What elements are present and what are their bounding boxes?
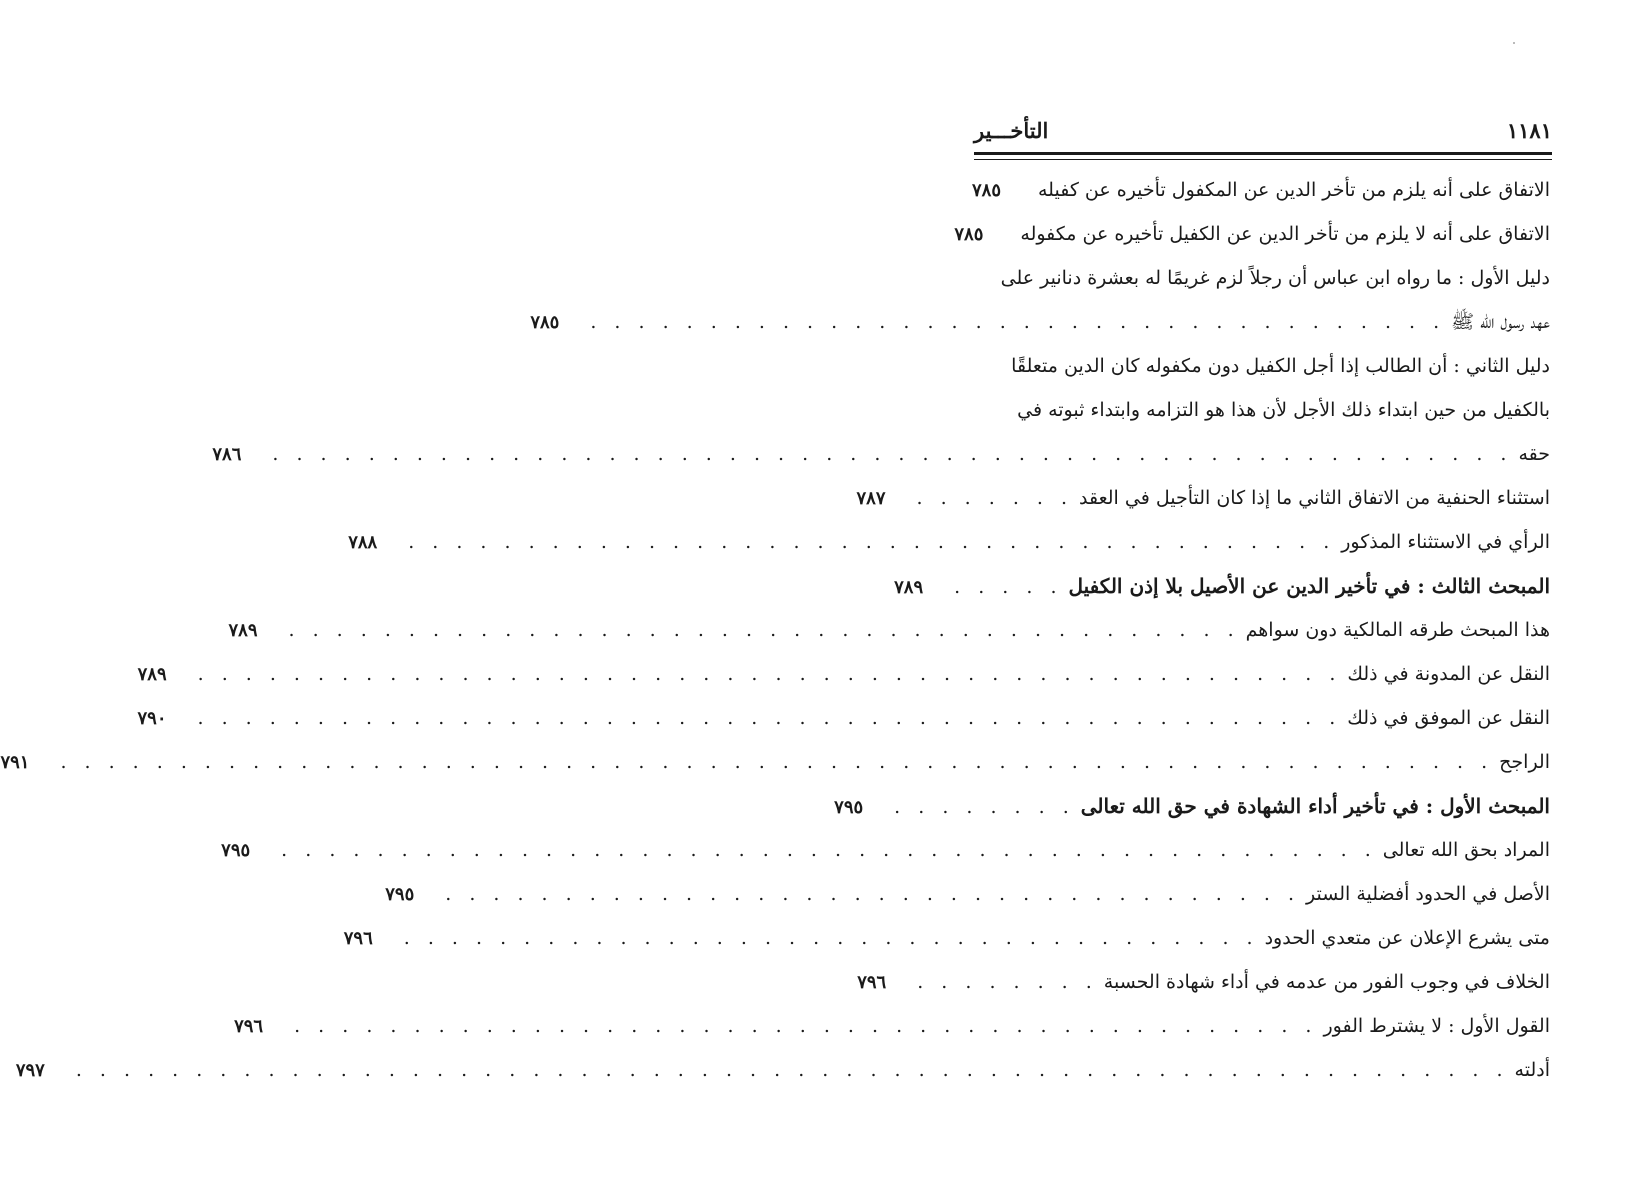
toc-entry	[15, 1048, 1550, 1092]
toc-entry-text: القول الأول : لا يشترط الفور	[1323, 1015, 1550, 1037]
toc-entry-text: أدلته	[1514, 1059, 1550, 1081]
toc-entry-text: حقه	[1518, 443, 1550, 465]
toc-entry-text: الراجح	[1499, 751, 1550, 773]
leader-dots: . . . . . . . . . . . . . . . . . . . . . . . . . . . . . . . . . . . . . . . . . . . . . . . .	[197, 663, 1342, 685]
header-rule-thick	[974, 152, 1552, 155]
toc-entry-page: ٧٩٥	[221, 840, 251, 861]
leader-dots: . . . . . . . .	[917, 971, 1098, 993]
toc-entry-text: الأصل في الحدود أفضلية الستر	[1306, 883, 1550, 905]
toc-entry-page: ٧٩٠	[137, 708, 167, 729]
toc-entry	[228, 608, 1550, 652]
toc-entry-page: ٧٨٨	[348, 532, 378, 553]
leader-dots: . . . . . . . . . . . . . . . . . . . . . . . . . . . . . . . . . . . . . . . . . . . . . . . . . . . .	[272, 443, 1513, 465]
toc-entry-page: ٧٩١	[0, 752, 30, 773]
toc-entry-page: ٧٩٦	[234, 1016, 264, 1037]
toc-paragraph-line: دليل الأول : ما رواه ابن عباس أن رجلاً لزم غريمًا له بعشرة دنانير على	[1000, 267, 1550, 289]
toc-entry	[137, 652, 1550, 696]
leader-dots: . . . . . . . . . . . . . . . . . . . . . . . . . . . . . . . . . . . . . . . . . . . . . . . . . . . . . . . . . . . .	[75, 1059, 1509, 1081]
toc-entry	[972, 168, 1550, 212]
toc-entry-text: المبحث الثالث : في تأخير الدين عن الأصيل بلا إذن الكفيل	[1068, 574, 1550, 598]
toc-entry-text: عهد رسول الله ﷺ	[1451, 311, 1550, 333]
toc-entry	[137, 696, 1550, 740]
toc-entry-page: ٧٨٩	[894, 577, 924, 598]
leader-dots: . . . . . . . . . . . . . . . . . . . . . . . . . . . . . . . . . . . . . . .	[408, 531, 1336, 553]
toc-entry-text: متى يشرع الإعلان عن متعدي الحدود	[1264, 927, 1550, 949]
toc-entry	[856, 476, 1550, 520]
toc-entry	[954, 212, 1550, 256]
toc-entry-page: ٧٨٩	[228, 620, 258, 641]
toc-entry-text: المراد بحق الله تعالى	[1382, 839, 1550, 861]
toc-entry-text: استثناء الحنفية من الاتفاق الثاني ما إذا كان التأجيل في العقد	[1079, 487, 1550, 509]
leader-dots: . . . . . . . . . . . . . . . . . . . . . . . . . . . . . . . . . . . .	[403, 927, 1259, 949]
toc-entry-text: الخلاف في وجوب الفور من عدمه في أداء شهادة الحسبة	[1103, 971, 1550, 993]
toc-entry	[212, 432, 1550, 476]
toc-entry-page: ٧٨٥	[972, 180, 1002, 201]
toc-section-heading	[894, 564, 1550, 608]
toc-entry-page: ٧٨٧	[856, 488, 886, 509]
toc-entry-page: ٧٨٥	[530, 312, 560, 333]
leader-dots: . . . . . . . . . . . . . . . . . . . . . . . . . . . . . . . . . . . . . . . . . . .	[294, 1015, 1318, 1037]
toc-entry-text: الرأي في الاستثناء المذكور	[1341, 531, 1550, 553]
leader-dots: . . . . . . . . . . . . . . . . . . . . . . . . . . . . . . . . . . . . . . . . . . . . . . . .	[197, 707, 1342, 729]
toc-entry-text: المبحث الأول : في تأخير أداء الشهادة في حق الله تعالى	[1080, 794, 1550, 818]
toc-entry-text: الاتفاق على أنه لا يلزم من تأخر الدين عن الكفيل تأخيره عن مكفوله	[1020, 223, 1550, 245]
running-title: التأخـــير	[974, 118, 1049, 143]
toc-entry	[385, 872, 1550, 916]
leader-dots: . . . . . . . . . . . . . . . . . . . . . . . . . . . . . . . . . . . . . . . . . . . . . . . . . . . . . . . . . . . .	[60, 751, 1494, 773]
toc-entry-page: ٧٩٦	[343, 928, 373, 949]
toc-entry-page: ٧٨٩	[137, 664, 167, 685]
toc-entry-page: ٧٨٦	[212, 444, 242, 465]
toc-entry-page: ٧٩٧	[15, 1060, 45, 1081]
leader-dots: . . . . .	[954, 576, 1063, 598]
toc-paragraph-line: دليل الثاني : أن الطالب إذا أجل الكفيل دون مكفوله كان الدين متعلقًا	[1011, 355, 1550, 377]
running-header	[974, 118, 1552, 150]
toc-entry	[343, 916, 1550, 960]
toc-entry-page: ٧٨٥	[954, 224, 984, 245]
toc-entry-page: ٧٩٥	[834, 797, 864, 818]
toc-entry	[348, 520, 1550, 564]
page-number: ١١٨١	[1506, 118, 1552, 143]
leader-dots: . . . . . . .	[916, 487, 1074, 509]
toc-entry-text: النقل عن المدونة في ذلك	[1347, 663, 1550, 685]
leader-dots: . . . . . . . . . . . . . . . . . . . . . . . . . . . . . . . . . . . . . . . . . . . . . .	[281, 839, 1377, 861]
leader-dots: . . . . . . . . . . . . . . . . . . . . . . . . . . . . . . . . . . . .	[590, 311, 1446, 333]
toc-entry-text: النقل عن الموفق في ذلك	[1347, 707, 1550, 729]
toc-entry	[857, 960, 1550, 1004]
toc-section-heading	[834, 784, 1550, 828]
toc-entry	[0, 740, 1550, 784]
page-speck	[1513, 42, 1515, 44]
toc-entry	[234, 1004, 1550, 1048]
toc-entry-text: هذا المبحث طرقه المالكية دون سواهم	[1245, 619, 1550, 641]
toc-entry	[221, 828, 1550, 872]
header-rule-thin	[974, 159, 1552, 160]
toc-entry	[530, 300, 1550, 344]
table-of-contents	[0, 168, 1550, 1092]
leader-dots: . . . . . . . . . . . . . . . . . . . . . . . . . . . . . . . . . . . .	[445, 883, 1301, 905]
leader-dots: . . . . . . . . . . . . . . . . . . . . . . . . . . . . . . . . . . . . . . . .	[288, 619, 1240, 641]
toc-entry-page: ٧٩٥	[385, 884, 415, 905]
toc-paragraph-line: بالكفيل من حين ابتداء ذلك الأجل لأن هذا هو التزامه وابتداء ثبوته في	[1017, 399, 1550, 421]
toc-entry-page: ٧٩٦	[857, 972, 887, 993]
leader-dots: . . . . . . . .	[894, 796, 1075, 818]
toc-entry-text: الاتفاق على أنه يلزم من تأخر الدين عن المكفول تأخيره عن كفيله	[1038, 179, 1550, 201]
